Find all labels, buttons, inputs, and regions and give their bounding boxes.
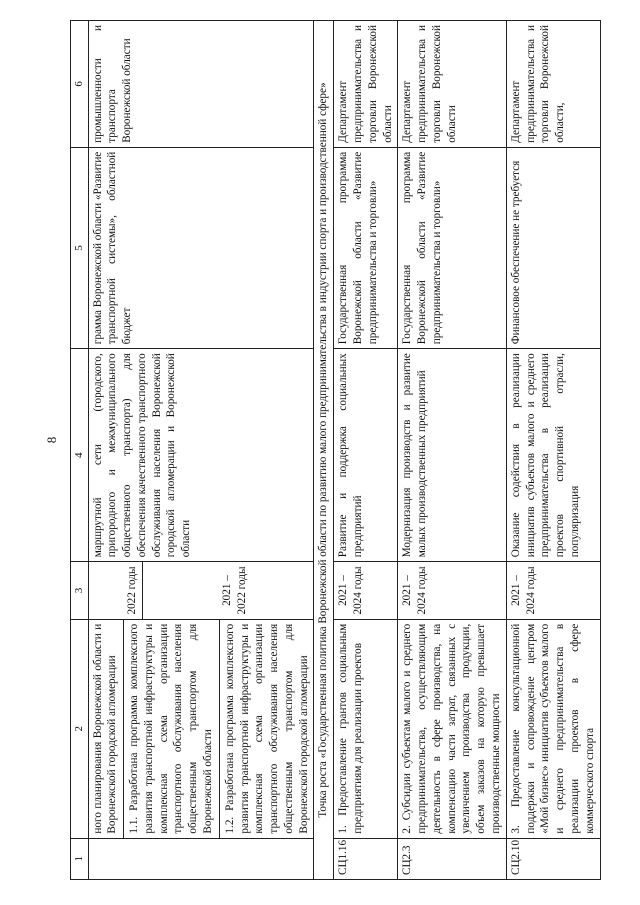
measure-cell: 2. Субсидии субъектам малого и среднего предпринимательства, осуществляющим деятельность в сфере производства, на компенсацию части затрат, связанных с увеличением производства продукции, объем заказов на которую превышает производственные мощности [398,619,506,838]
result-cell: маршрутной сети (городского, пригородного и межмуниципального общественного транспорта) для обеспечения качественного транспортного обслуживания населения Воронежской городской агломерации и Воронежской области [88,349,314,562]
measure-cell: 1. Предоставление грантов социальным предприятиям для реализации проектов [334,619,398,838]
executor-cell: Департамент предпринимательства и торговли Воронежской области, [506,21,600,148]
code-cell [88,838,314,879]
measure-cell [88,619,314,838]
source-cell: Государственная программа Воронежской области «Развитие предпринимательства и торговли» [334,147,398,349]
source-cell: Государственная программа Воронежской области «Развитие предпринимательства и торговли» [398,147,506,349]
column-header: 5 [71,147,89,349]
column-header: 1 [71,838,89,879]
executor-cell: промышленности и транспорта Воронежской области [88,21,314,148]
period-text: 2021 – 2022 годы [221,566,249,615]
executor-cell: Департамент предпринимательства и торговли Воронежской области [334,21,398,148]
code-cell: СЦ2.3 [398,838,506,879]
period-text: 2022 годы [125,566,138,615]
section-header-row [314,21,334,880]
period-cell: 2021 – 2024 годы [506,562,600,620]
table-header-row [71,21,89,880]
measure-continued-text: ного планирования Воронежской области и Воронежской городской агломерации [91,623,119,834]
table-row [398,21,506,880]
section-header: Точка роста «Государственная политика Воронежской области по развитию малого предпринимательства в индустрии спорта и производственной сфере» [314,21,334,880]
measure-cell: 3. Предоставление консультационной поддержки и сопровождение центром «Мой бизнес» инициатив субъектов малого и среднего предпринимательства в реализации проектов в сфере коммерческого спорта [506,619,600,838]
table-row-continued [88,21,314,880]
code-cell: СЦ1.16 [334,838,398,879]
period-cell: 2021 – 2024 годы [398,562,506,620]
table-row [506,21,600,880]
code-cell: СЦ2.10 [506,838,600,879]
period-cell [88,562,314,620]
column-header: 4 [71,349,89,562]
column-header: 6 [71,21,89,148]
period-cell: 2021 – 2024 годы [334,562,398,620]
source-cell: грамма Воронежской области «Развитие транспортной системы», областной бюджет [88,147,314,349]
executor-cell: Департамент предпринимательства и торговли Воронежской области [398,21,506,148]
measure-subitem-text: 1.1. Разработана программа комплексного развития транспортной инфраструктуры и комплексная схема организации транспортного обслуживания населения общественным транспортом для Воронежской области [128,623,214,834]
table-row [334,21,398,880]
source-cell: Финансовое обеспечение не требуется [506,147,600,349]
rotated-page-content [70,20,600,880]
result-cell: Оказание содействия в реализации инициатив субъектов малого и среднего предпринимательства в реализации проектов спортивной отрасли, популяризация [506,349,600,562]
measures-table [70,20,601,880]
column-header: 2 [71,619,89,838]
result-cell: Развитие и поддержка социальных предприятий [334,349,398,562]
period-subitem-spacer [142,562,220,619]
column-header: 3 [71,562,89,620]
measure-subitem [219,620,312,838]
measure-subitem [123,620,216,838]
measure-subitem-text: 1.2. Разработана программа комплексного развития транспортной инфраструктуры и комплексная схема организации транспортного обслуживания населения общественным транспортом для Воронежской городской агломерации [223,623,310,834]
page-number: 8 [44,436,59,444]
result-cell: Модернизация производств и развитие малых производственных предприятий [398,349,506,562]
